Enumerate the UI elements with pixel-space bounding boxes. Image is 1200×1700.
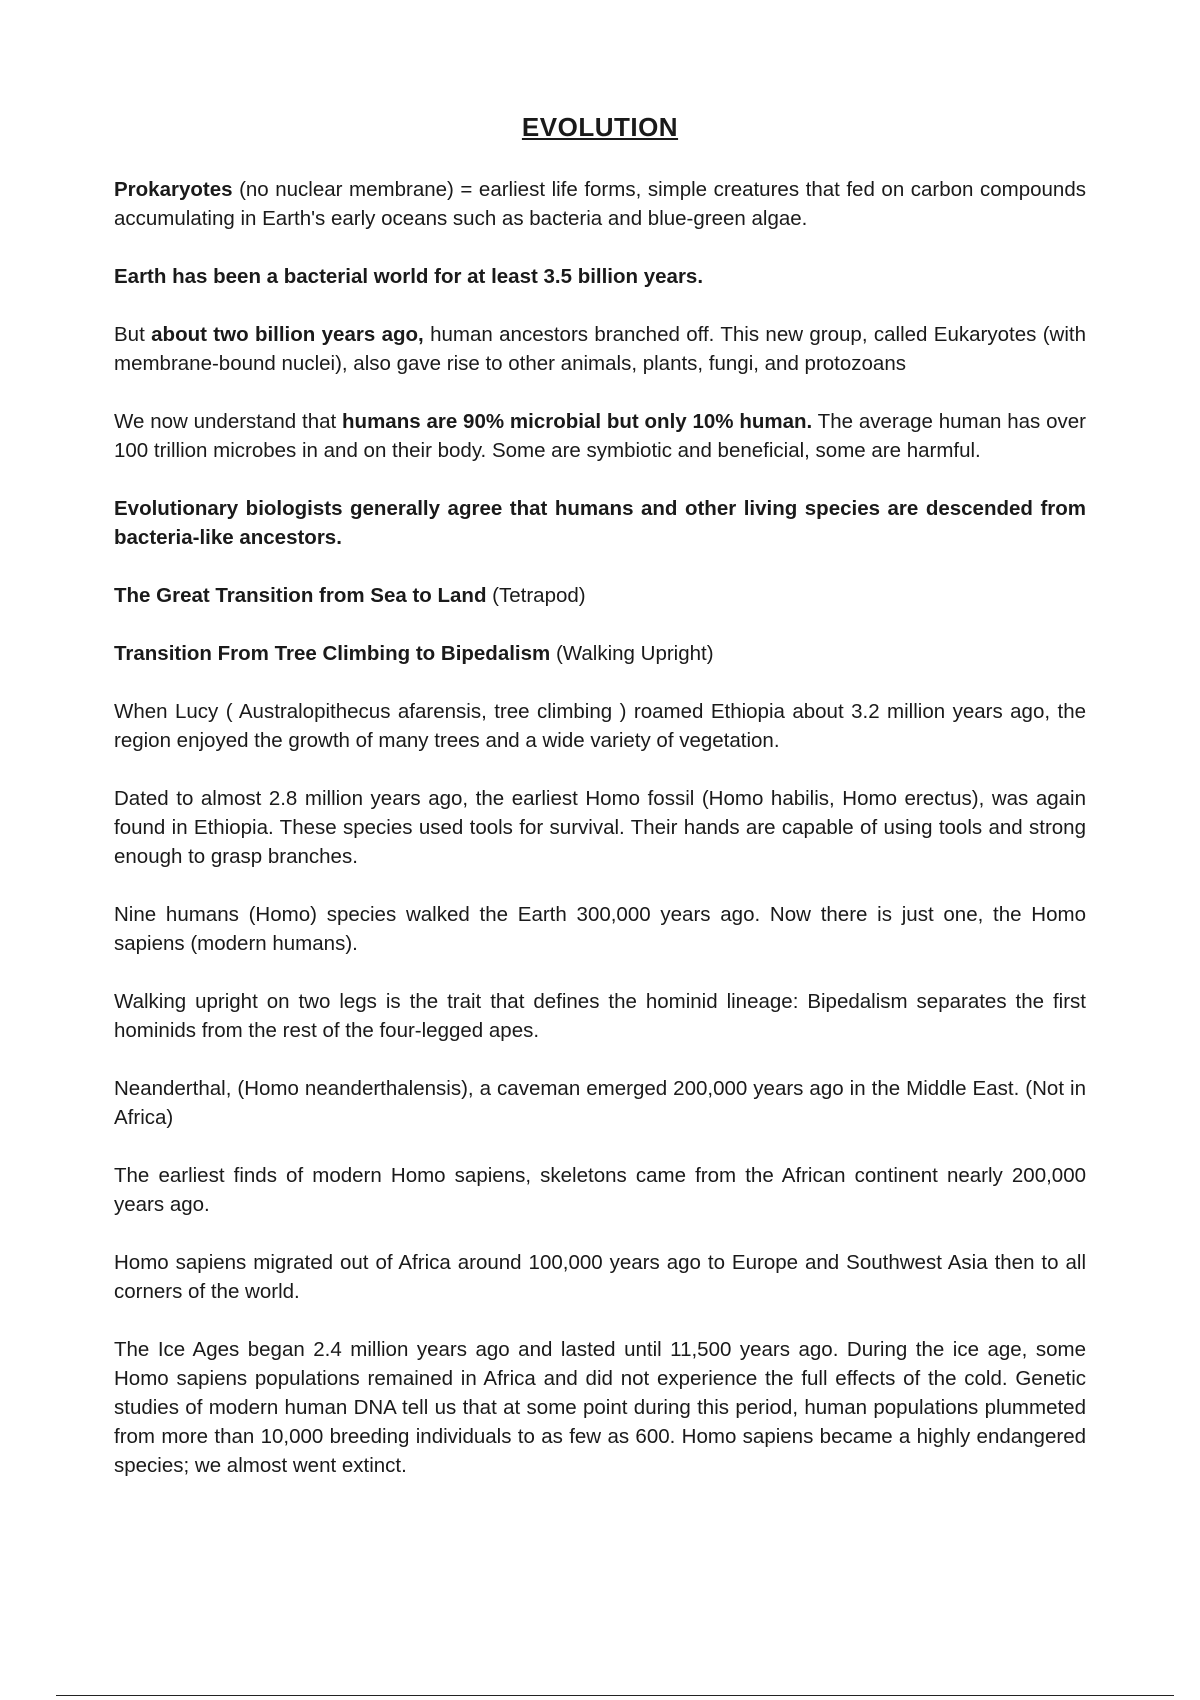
footer-rule (56, 1695, 1174, 1696)
paragraph-walking-upright (114, 987, 1086, 1045)
paragraph-ice-ages (114, 1335, 1086, 1480)
paragraph-bipedalism (114, 639, 1086, 668)
paragraph-homo-fossil (114, 784, 1086, 871)
paragraph-text: Homo sapiens migrated out of Africa around 100,000 years ago to Europe and Southwest Asia then to all corners of the world. (114, 1251, 1086, 1303)
paragraph-microbial (114, 407, 1086, 465)
paragraph-text: The earliest finds of modern Homo sapiens, skeletons came from the African continent nearly 200,000 years ago. (114, 1164, 1086, 1216)
bold-phrase: humans are 90% microbial but only 10% human. (342, 410, 813, 433)
paragraph-prokaryotes (114, 175, 1086, 233)
bold-statement: Evolutionary biologists generally agree that humans and other living species are descended from bacteria-like ancestors. (114, 497, 1086, 549)
section-heading: Transition From Tree Climbing to Bipedalism (114, 642, 551, 665)
heading-note: (Walking Upright) (550, 642, 714, 665)
page-title: EVOLUTION (521, 112, 679, 142)
paragraph-text: Nine humans (Homo) species walked the Earth 300,000 years ago. Now there is just one, the Homo sapiens (modern humans). (114, 903, 1086, 955)
paragraph-eukaryotes (114, 320, 1086, 378)
paragraph-text: (no nuclear membrane) = earliest life forms, simple creatures that fed on carbon compounds accumulating in Earth's early oceans such as bacteria and blue-green algae. (114, 178, 1086, 230)
paragraph-lucy (114, 697, 1086, 755)
paragraph-nine-species (114, 900, 1086, 958)
paragraph-text-pre: But (114, 323, 152, 346)
paragraph-neanderthal (114, 1074, 1086, 1132)
paragraph-text: The average human has over 100 trillion microbes in and on their body. Some are symbiotic and beneficial, some are harmful. (114, 410, 1086, 462)
bold-statement: Earth has been a bacterial world for at least 3.5 billion years. (114, 265, 704, 288)
bold-phrase: about two billion years ago, (151, 323, 424, 346)
heading-note: (Tetrapod) (486, 584, 586, 607)
paragraph-text: human ancestors branched off. This new group, called Eukaryotes (with membrane-bound nuclei), also gave rise to other animals, plants, fungi, and protozoans (114, 323, 1086, 375)
section-heading: The Great Transition from Sea to Land (114, 584, 487, 607)
paragraph-bacterial-world (114, 262, 1086, 291)
paragraph-text: When Lucy ( Australopithecus afarensis, tree climbing ) roamed Ethiopia about 3.2 million years ago, the region enjoyed the growth of many trees and a wide variety of vegetation. (114, 700, 1086, 752)
paragraph-text: Walking upright on two legs is the trait that defines the hominid lineage: Bipedalism separates the first hominids from the rest of the four-legged apes. (114, 990, 1086, 1042)
bold-term: Prokaryotes (114, 178, 233, 201)
paragraph-text: Neanderthal, (Homo neanderthalensis), a caveman emerged 200,000 years ago in the Middle East. (Not in Africa) (114, 1077, 1086, 1129)
paragraph-text: The Ice Ages began 2.4 million years ago and lasted until 11,500 years ago. During the ice age, some Homo sapiens populations remained in Africa and did not experience the full effects of the cold. Genetic studies of modern human DNA tell us that at some point during this period, human populations plummeted from more than 10,000 breeding individuals to as few as 600. Homo sapiens became a highly endangered species; we almost went extinct. (114, 1338, 1086, 1477)
paragraph-text-pre: We now understand that (114, 410, 343, 433)
document-body (114, 175, 1086, 1509)
paragraph-sea-to-land (114, 581, 1086, 610)
paragraph-evolutionary-biologists (114, 494, 1086, 552)
paragraph-earliest-finds (114, 1161, 1086, 1219)
paragraph-migration (114, 1248, 1086, 1306)
paragraph-text: Dated to almost 2.8 million years ago, the earliest Homo fossil (Homo habilis, Homo erectus), was again found in Ethiopia. These species used tools for survival. Their hands are capable of using tools and strong enough to grasp branches. (114, 787, 1086, 868)
